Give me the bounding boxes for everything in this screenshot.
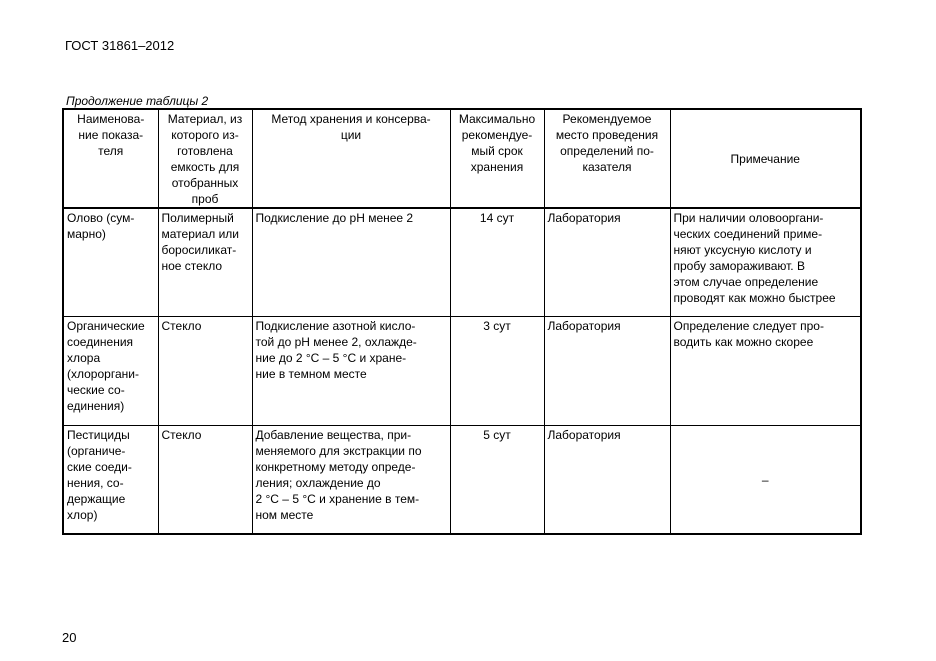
cell-term: 14 сут [450, 208, 544, 317]
col-header-term: Максимально рекомендуе- мый срок хранения [450, 109, 544, 208]
cell-indicator: Органические соединения хлора (хлороргани- ческие со- единения) [63, 317, 158, 426]
table-row [63, 208, 861, 317]
cell-material: Полимерный материал или боросиликат- ное стекло [158, 208, 252, 317]
cell-place: Лаборатория [544, 208, 670, 317]
cell-method: Добавление вещества, при- меняемого для экстракции по конкретному методу опреде- ления; охлаждение до 2 °С – 5 °С и хранение в тем- ном месте [252, 426, 450, 535]
cell-method: Подкисление азотной кисло- той до рН менее 2, охлажде- ние до 2 °С – 5 °С и хране- ние в темном месте [252, 317, 450, 426]
table-row [63, 317, 861, 426]
col-header-note: Примечание [670, 109, 861, 208]
table-caption: Продолжение таблицы 2 [66, 94, 209, 108]
cell-place: Лаборатория [544, 426, 670, 535]
cell-note: – [670, 426, 861, 535]
page-number: 20 [62, 630, 77, 645]
table-row [63, 426, 861, 535]
cell-term: 3 сут [450, 317, 544, 426]
col-header-place: Рекомендуемое место проведения определений по- казателя [544, 109, 670, 208]
cell-note: При наличии оловооргани- ческих соединений приме- няют уксусную кислоту и пробу замораживают. В этом случае определение проводят как можно быстрее [670, 208, 861, 317]
document-header: ГОСТ 31861–2012 [65, 38, 175, 53]
cell-note: Определение следует про- водить как можно скорее [670, 317, 861, 426]
cell-term: 5 сут [450, 426, 544, 535]
cell-method: Подкисление до рН менее 2 [252, 208, 450, 317]
col-header-material: Материал, из которого из- готовлена емкость для отобранных проб [158, 109, 252, 208]
col-header-method: Метод хранения и консерва- ции [252, 109, 450, 208]
cell-indicator: Олово (сум- марно) [63, 208, 158, 317]
cell-indicator: Пестициды (органиче- ские соеди- нения, со- держащие хлор) [63, 426, 158, 535]
cell-material: Стекло [158, 317, 252, 426]
col-header-indicator: Наименова- ние показа- теля [63, 109, 158, 208]
cell-material: Стекло [158, 426, 252, 535]
table-header-row [63, 109, 861, 208]
storage-table [62, 108, 862, 535]
cell-place: Лаборатория [544, 317, 670, 426]
